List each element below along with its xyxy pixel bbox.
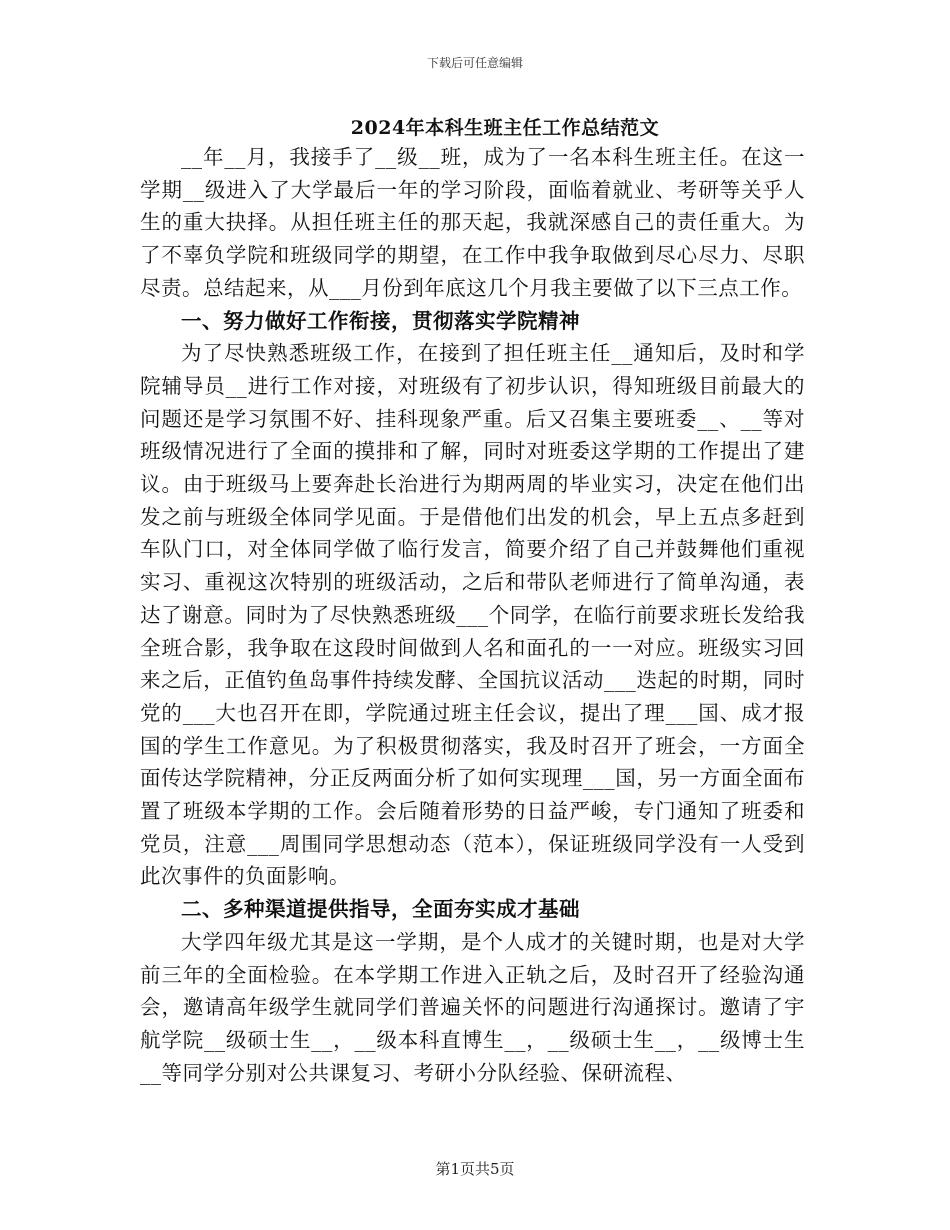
intro-paragraph: __年__月，我接手了__级__班，成为了一名本科生班主任。在这一学期__级进入了大学最后一年的学习阶段，面临着就业、考研等关乎人生的重大抉择。从担任班主任的那天起，我就深感自己的责任重大。为了不辜负学院和班级同学的期望，在工作中我争取做到尽心尽力、尽职尽责。总结起来，从___月份到年底这几个月我主要做了以下三点工作。 <box>140 145 805 300</box>
section-2-heading: 二、多种渠道提供指导，全面夯实成才基础 <box>181 897 580 922</box>
section-1-heading: 一、努力做好工作衔接，贯彻落实学院精神 <box>181 308 580 333</box>
page-header: 下载后可任意编辑 <box>426 56 523 70</box>
section-1-paragraph: 为了尽快熟悉班级工作，在接到了担任班主任__通知后，及时和学院辅导员__进行工作对接，对班级有了初步认识，得知班级目前最大的问题还是学习氛围不好、挂科现象严重。后又召集主要班委__、__等对班级情况进行了全面的摸排和了解，同时对班委这学期的工作提出了建议。由于班级马上要奔赴长治进行为期两周的毕业实习，决定在他们出发之前与班级全体同学见面。于是借他们出发的机会，早上五点多赶到车队门口，对全体同学做了临行发言，简要介绍了自己并鼓舞他们重视实习、重视这次特别的班级活动，之后和带队老师进行了简单沟通，表达了谢意。同时为了尽快熟悉班级___个同学，在临行前要求班长发给我全班合影，我争取在这段时间做到人名和面孔的一一对应。班级实习回来之后，正值钓鱼岛事件持续发酵、全国抗议活动___迭起的时期，同时党的___大也召开在即，学院通过班主任会议，提出了理___国、成才报国的学生工作意见。为了积极贯彻落实，我及时召开了班会，一方面全面传达学院精神，分正反两面分析了如何实现理___国，另一方面全面布置了班级本学期的工作。会后随着形势的日益严峻，专门通知了班委和党员，注意___周围同学思想动态（范本），保证班级同学没有一人受到此次事件的负面影响。 <box>140 341 805 889</box>
page-number: 第1页共5页 <box>435 1160 515 1178</box>
document-title: 2024年本科生班主任工作总结范文 <box>350 117 660 139</box>
document-body <box>140 141 805 1089</box>
section-2-paragraph: 大学四年级尤其是这一学期，是个人成才的关键时期，也是对大学前三年的全面检验。在本学期工作进入正轨之后，及时召开了经验沟通会，邀请高年级学生就同学们普遍关怀的问题进行沟通探讨。邀请了宇航学院__级硕士生__，__级本科直博生__，__级硕士生__，__级博士生__等同学分别对公共课复习、考研小分队经验、保研流程、 <box>140 929 805 1085</box>
